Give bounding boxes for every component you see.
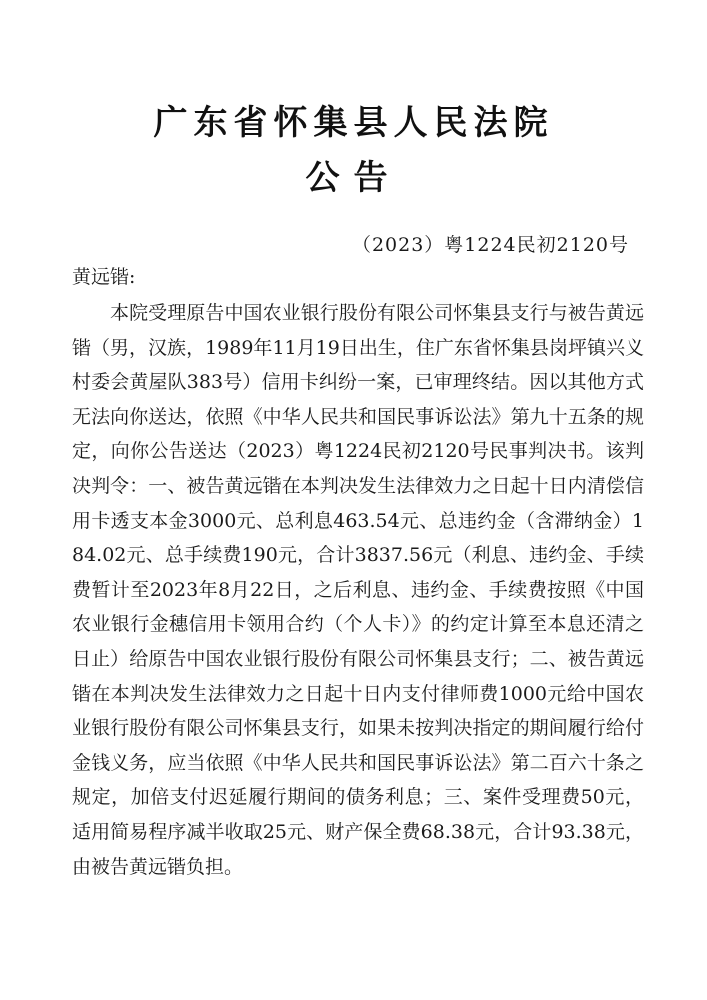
case-number: （2023）粤1224民初2120号 — [351, 234, 629, 256]
notice-body-paragraph: 本院受理原告中国农业银行股份有限公司怀集县支行与被告黄远锴（男，汉族，1989年11月19日出生，住广东省怀集县岗坪镇兴义村委会黄屋队383号）信用卡纠纷一案，已审理终结。因以其他方式无法向你送达，依照《中华人民共和国民事诉讼法》第九十五条的规定，向你公告送达（2023）粤1224民初2120号民事判决书。该判决判令：一、被告黄远锴在本判决发生法律效力之日起十日内清偿信用卡透支本金3000元、总利息463.54元、总违约金（含滞纳金）184.02元、总手续费190元，合计3837.56元（利息、违约金、手续费暂计至2023年8月22日，之后利息、违约金、手续费按照《中国农业银行金穗信用卡领用合约（个人卡）》的约定计算至本息还清之日止）给原告中国农业银行股份有限公司怀集县支行；二、被告黄远锴在本判决发生法律效力之日起十日内支付律师费1000元给中国农业银行股份有限公司怀集县支行，如果未按判决指定的期间履行给付金钱义务，应当依照《中华人民共和国民事诉讼法》第二百六十条之规定，加倍支付迟延履行期间的债务利息；三、案件受理费50元，适用简易程序减半收取25元、财产保全费68.38元，合计93.38元，由被告黄远锴负担。 — [72, 302, 644, 878]
court-name-heading: 广东省怀集县人民法院 — [153, 103, 554, 143]
addressee: 黄远锴: — [72, 266, 136, 288]
document-type-heading: 公告 — [305, 158, 402, 198]
